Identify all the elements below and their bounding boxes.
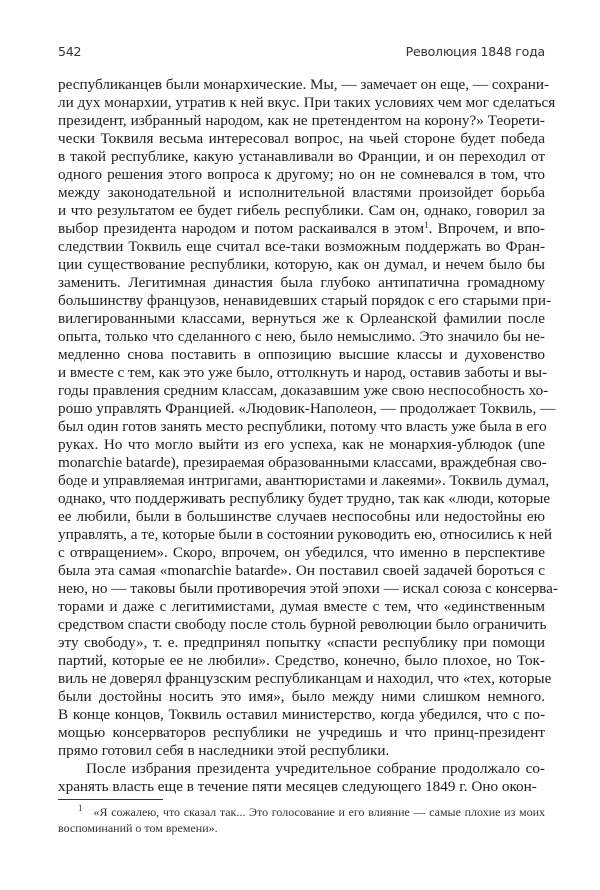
footnote-text: «Я сожалею, что сказал так... Это голосование и его влияние — самые плохие из моих: [93, 805, 545, 819]
text-line: торами и даже с легитимистами, думая вместе с тем, что «единственным: [58, 598, 545, 615]
footnote-divider: [58, 799, 163, 800]
text-line: следствии Токвиль еще считал все-таки возможным поддержать во Фран-: [58, 238, 545, 255]
text-line: прямо готовил себя в наследники этой республики.: [58, 742, 390, 759]
text-line: [58, 220, 545, 238]
footnote-marker: 1: [78, 803, 83, 813]
footnote-text: воспоминаний о том времени».: [58, 821, 218, 835]
text-line: хранять власть еще в течение пяти месяцев следующего 1849 г. Оно окон-: [58, 778, 537, 795]
text-line: с отвращением». Скоро, впрочем, он убедился, что именно в перспективе: [58, 544, 545, 561]
text-line: ее любили, были в большинстве случаев неспособны или недостойны ею: [58, 508, 545, 525]
text-line: заменить. Легитимная династия была глубоко антипатична громадному: [58, 274, 545, 291]
text-line: однако, что поддерживать республику будет трудно, так как «люди, которые: [58, 490, 551, 507]
text-line: эту свободу», т. е. предпринял попытку «спасти республику при помощи: [58, 634, 545, 651]
text-line: управлять, а те, которые были в состоянии руководить ею, относились к ней: [58, 526, 553, 543]
text-line: боде и управляемая интригами, авантюристами и лакеями». Токвиль думал,: [58, 472, 550, 489]
text-line: чески Токвиля весьма интересовал вопрос, на чьей стороне будет победа: [58, 130, 545, 147]
text-line: вилегированными классами, вернуться же к Орлеанской фамилии после: [58, 310, 545, 327]
page-number: 542: [58, 44, 82, 59]
footnote-ref[interactable]: 1: [424, 220, 429, 230]
text-line: ции существование республики, которую, как он думал, и нечем было бы: [58, 256, 545, 273]
text-line: нею, но — таковы были противоречия этой эпохи — искал союза с консерва-: [58, 580, 558, 597]
text-line: средством спасти свободу после столь бурной революции было ограничить: [58, 616, 547, 633]
text-line: monarchie batarde), презираемая образованными классами, враждебная сво-: [58, 454, 547, 471]
text-line: годы правления средним классам, доказавшим уже свою неспособность хо-: [58, 382, 549, 399]
text-line: большинству французов, ненавидевших старый порядок с его старыми при-: [58, 292, 552, 309]
text-line: В конце концов, Токвиль оставил министерство, когда убедился, что с по-: [58, 706, 545, 723]
text-fragment: выбор президента народом и потом раскаивался в этом: [58, 220, 425, 237]
text-line: была эта самая «monarchie batarde». Он поставил своей задачей бороться с: [58, 562, 545, 579]
body-text: [58, 76, 558, 796]
text-line: руках. Но что могло выйти из его успеха, как не монархия-ублюдок (une: [58, 436, 545, 453]
text-line: был один готов занять место республики, потому что власть уже была в его: [58, 418, 547, 435]
footnote: [58, 804, 545, 836]
text-line: партий, которые ее не любили». Средство, конечно, было плохое, но Ток-: [58, 652, 545, 669]
text-line: мощью консерваторов республики не учредишь и что принц-президент: [58, 724, 545, 741]
text-line: республиканцев были монархические. Мы, — замечает он еще, — сохрани-: [58, 76, 550, 93]
text-line: были достойны носить это имя», было между ними слишком немного.: [58, 688, 545, 705]
text-line: ли дух монархии, утратив к ней вкус. При таких условиях чем мог сделаться: [58, 94, 556, 111]
text-line: президент, избранный народом, как не претендентом на корону?» Теорети-: [58, 112, 545, 129]
text-line: и вместе с тем, как это уже было, оттолкнуть и народ, оставив заботы и вы-: [58, 364, 548, 381]
text-line: виль не доверял французским республиканцам и находил, что «тех, которые: [58, 670, 552, 687]
text-fragment: . Впрочем, и впо-: [428, 220, 545, 237]
text-line: между законодательной и исполнительной властями произойдет борьба: [58, 184, 545, 201]
text-line: рошо управлять Францией. «Людовик-Наполеон, — продолжает Токвиль, —: [58, 400, 556, 417]
text-line: опыта, только что сделанного с нею, было немыслимо. Это значило бы не-: [58, 328, 545, 345]
text-line: медленно снова поставить в оппозицию высшие классы и духовенство: [58, 346, 545, 363]
running-title: Революция 1848 года: [405, 44, 545, 59]
text-line: в такой республике, какую устанавливали во Франции, и он переходил от: [58, 148, 545, 165]
text-line: После избрания президента учредительное собрание продолжало со-: [86, 760, 545, 777]
text-line: и что результатом ее будет гибель республики. Сам он, однако, говорил за: [58, 202, 545, 219]
text-line: одного решения этого вопроса к другому; но он не сомневался в том, что: [58, 166, 545, 183]
